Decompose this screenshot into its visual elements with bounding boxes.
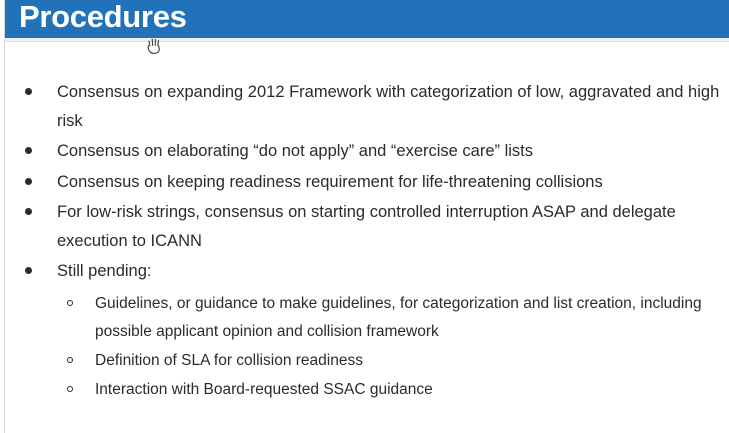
list-item xyxy=(0,257,729,404)
bullet-circle-icon xyxy=(67,357,73,363)
bullet-circle-icon xyxy=(67,386,73,392)
sub-bullet-text: Definition of SLA for collision readiness xyxy=(95,351,363,369)
list-item xyxy=(0,168,729,197)
bullet-circle-icon xyxy=(67,300,73,306)
slide-title-bar xyxy=(5,0,729,38)
sub-bullet-list xyxy=(57,290,729,404)
sub-list-item xyxy=(57,376,729,404)
bullet-text: Consensus on elaborating “do not apply” and “exercise care” lists xyxy=(57,142,534,160)
bullet-dot-icon xyxy=(25,88,32,95)
bullet-text: Still pending: xyxy=(57,262,152,280)
bullet-list xyxy=(0,78,729,404)
page-title: Procedures xyxy=(19,0,187,34)
list-item xyxy=(0,78,729,135)
bullet-dot-icon xyxy=(25,208,32,215)
title-underline xyxy=(5,38,729,42)
list-item xyxy=(0,137,729,166)
bullet-dot-icon xyxy=(25,147,32,154)
sub-bullet-text: Interaction with Board-requested SSAC guidance xyxy=(95,380,433,398)
bullet-text: For low-risk strings, consensus on starting controlled interruption ASAP and delegate execution to ICANN xyxy=(57,203,676,250)
bullet-dot-icon xyxy=(25,178,32,185)
sub-list-item xyxy=(57,347,729,375)
bullet-text: Consensus on expanding 2012 Framework with categorization of low, aggravated and high risk xyxy=(57,83,720,130)
slide-body xyxy=(0,78,729,406)
sub-list-item xyxy=(57,290,729,346)
bullet-text: Consensus on keeping readiness requirement for life-threatening collisions xyxy=(57,172,603,191)
bullet-dot-icon xyxy=(25,267,32,274)
sub-bullet-text: Guidelines, or guidance to make guidelines, for categorization and list creation, including possible applicant opinion and collision framework xyxy=(95,294,702,340)
list-item xyxy=(0,198,729,255)
